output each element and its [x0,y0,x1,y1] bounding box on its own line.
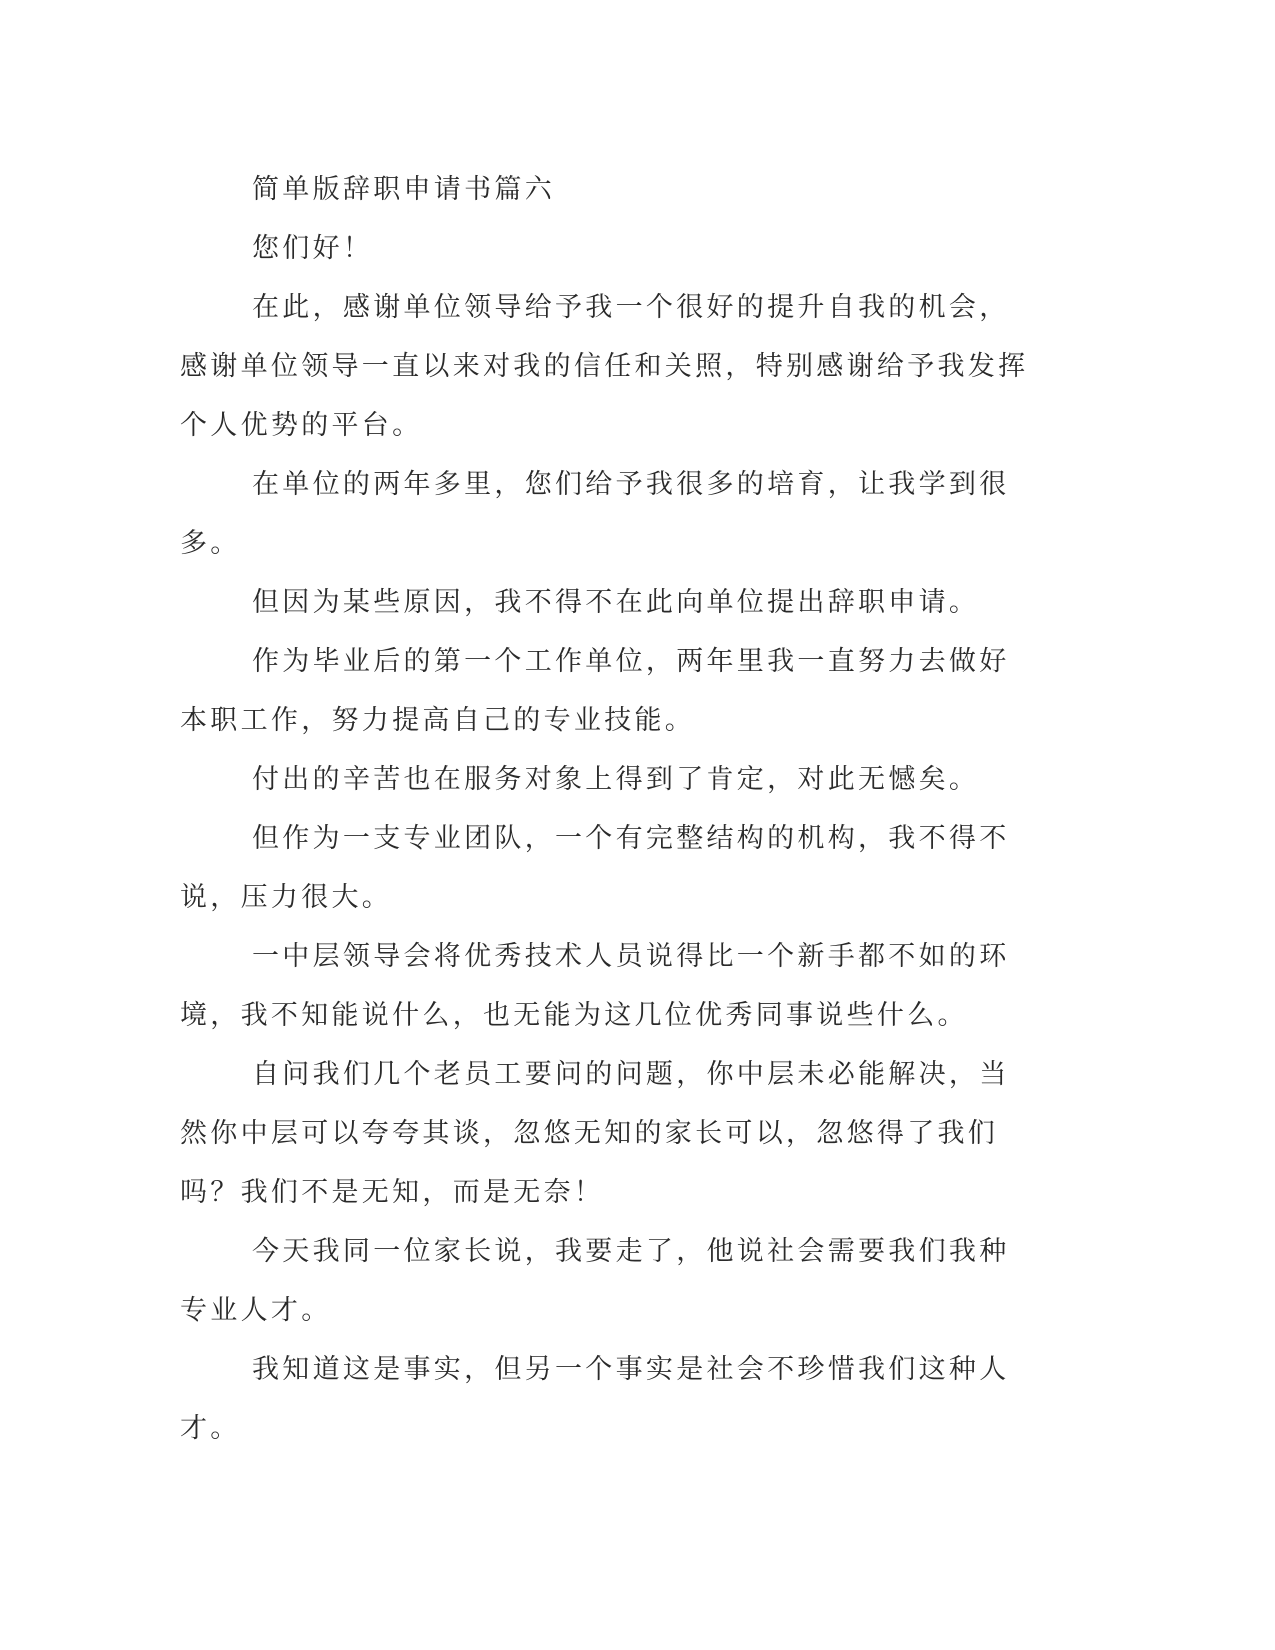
paragraph: 自问我们几个老员工要问的问题，你中层未必能解决，当然你中层可以夸夸其谈，忽悠无知的家长可以，忽悠得了我们吗？我们不是无知，而是无奈！ [180,1059,1010,1208]
paragraph: 我知道这是事实，但另一个事实是社会不珍惜我们这种人才。 [180,1354,1010,1444]
paragraph: 但因为某些原因，我不得不在此向单位提出辞职申请。 [252,587,980,618]
paragraph: 在单位的两年多里，您们给予我很多的培育，让我学到很多。 [180,469,1010,559]
greeting: 您们好！ [252,233,374,264]
paragraph: 付出的辛苦也在服务对象上得到了肯定，对此无憾矣。 [252,764,980,795]
paragraph: 在此，感谢单位领导给予我一个很好的提升自我的机会，感谢单位领导一直以来对我的信任和关照，特别感谢给予我发挥个人优势的平台。 [180,292,1029,441]
paragraph: 今天我同一位家长说，我要走了，他说社会需要我们我种专业人才。 [180,1236,1010,1326]
paragraph: 一中层领导会将优秀技术人员说得比一个新手都不如的环境，我不知能说什么，也无能为这几位优秀同事说些什么。 [180,941,1010,1031]
document-title: 简单版辞职申请书篇六 [252,174,555,205]
paragraph: 作为毕业后的第一个工作单位，两年里我一直努力去做好本职工作，努力提高自己的专业技能。 [180,646,1010,736]
paragraph: 但作为一支专业团队，一个有完整结构的机构，我不得不说，压力很大。 [180,823,1010,913]
document-body [180,160,1030,1458]
